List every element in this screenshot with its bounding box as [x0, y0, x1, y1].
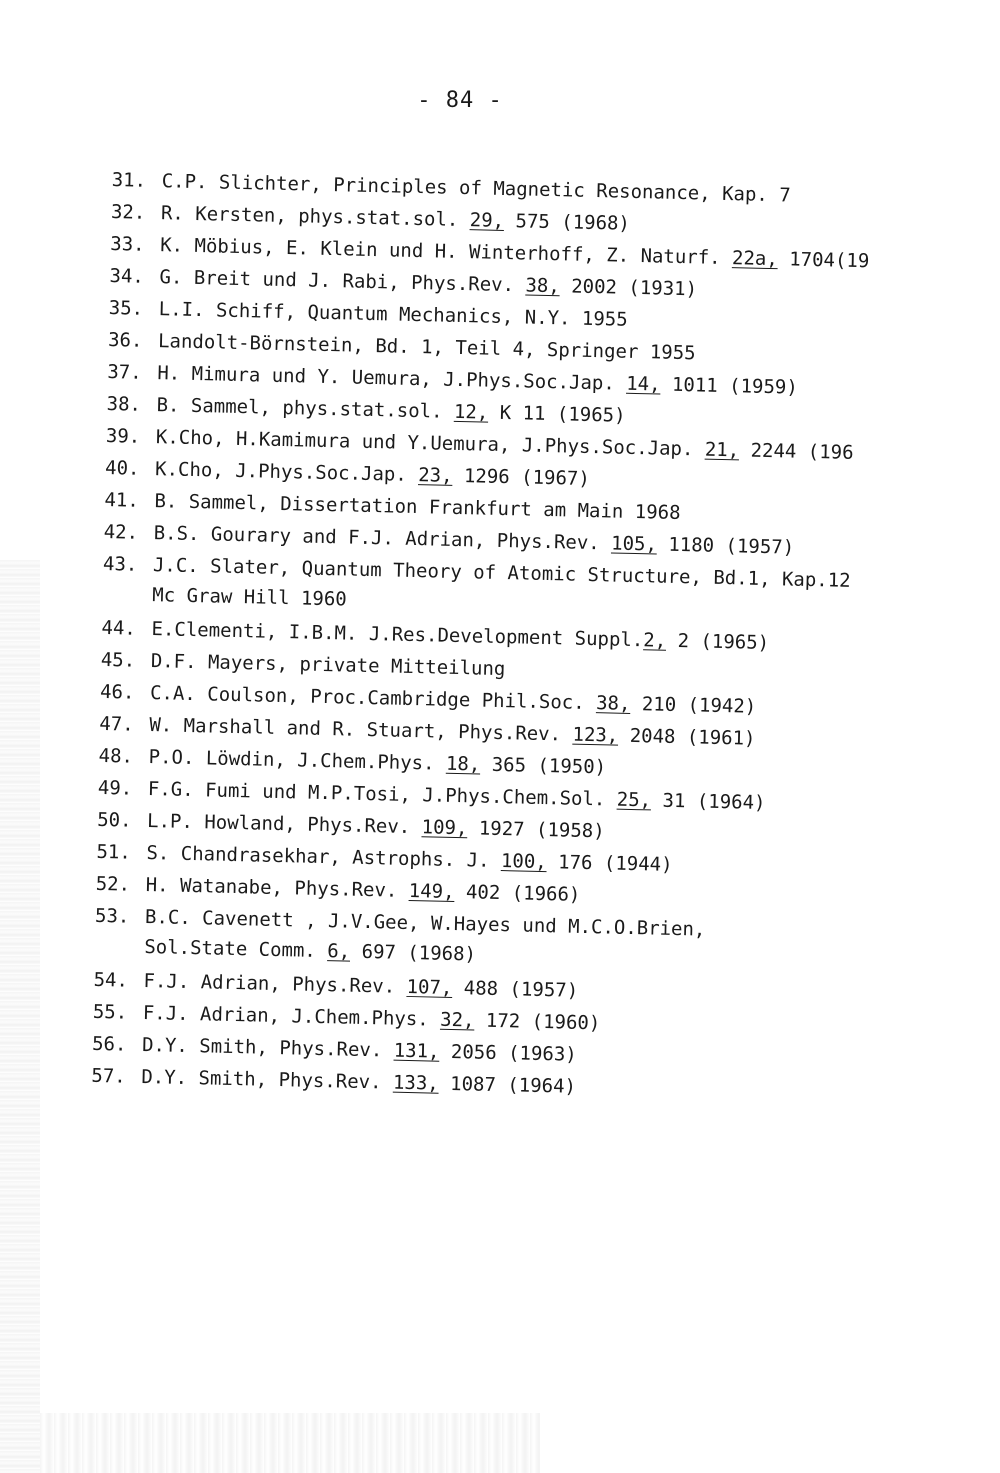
reference-number: 31. [111, 169, 147, 192]
reference-text: W. Marshall and R. Stuart, Phys.Rev. [149, 714, 573, 746]
reference-number: 40. [104, 456, 140, 480]
reference-details: 2048 (1961) [618, 724, 756, 750]
reference-volume: 29, [469, 209, 505, 232]
reference-details: 575 (1968) [503, 209, 631, 235]
reference-text: C.P. Slichter, Principles of Magnetic Resonance, Kap. 7 [161, 170, 791, 207]
reference-item [105, 456, 590, 491]
reference-item [95, 872, 580, 907]
reference-item [104, 488, 681, 525]
reference-item [98, 744, 606, 780]
reference-item [91, 1064, 576, 1099]
reference-details: 2 (1965) [665, 629, 770, 655]
reference-text: Sol.State Comm. [144, 935, 328, 963]
reference-number: 36. [107, 329, 143, 352]
reference-details: 1180 (1957) [656, 533, 795, 559]
reference-number: 44. [101, 616, 137, 640]
reference-number: 33. [110, 233, 145, 256]
reference-number: 41. [104, 488, 140, 512]
reference-number: 53. [94, 904, 130, 928]
reference-volume: 107, [406, 975, 453, 999]
reference-text: D.Y. Smith, Phys.Rev. [141, 1033, 394, 1062]
reference-text: J.C. Slater, Quantum Theory of Atomic Structure, Bd.1, Kap.12 [152, 554, 851, 592]
reference-details: 2002 (1931) [559, 275, 698, 301]
reference-details: 1296 (1967) [452, 464, 591, 490]
reference-number: 48. [98, 744, 134, 768]
reference-text: K.Cho, H.Kamimura und Y.Uemura, J.Phys.Soc.Jap. [155, 426, 706, 461]
reference-item [109, 296, 628, 332]
reference-volume: 38, [525, 274, 561, 298]
reference-item [96, 840, 673, 877]
reference-number: 46. [99, 680, 135, 704]
reference-volume: 109, [421, 816, 468, 840]
reference-volume: 123, [572, 723, 619, 747]
reference-text: P.O. Löwdin, J.Chem.Phys. [148, 746, 447, 775]
reference-details: 1704(19 [777, 248, 870, 273]
reference-volume: 131, [393, 1039, 440, 1063]
reference-details: 697 (1968) [349, 940, 477, 966]
reference-volume: 32, [439, 1008, 475, 1032]
reference-text: C.A. Coulson, Proc.Cambridge Phil.Soc. [149, 682, 597, 715]
reference-text: F.G. Fumi und M.P.Tosi, J.Phys.Chem.Sol. [147, 778, 618, 811]
reference-details: 172 (1960) [474, 1009, 601, 1035]
reference-text: D.Y. Smith, Phys.Rev. [141, 1065, 394, 1094]
reference-text: H. Watanabe, Phys.Rev. [145, 873, 410, 902]
reference-text: F.J. Adrian, Phys.Rev. [143, 969, 407, 998]
reference-text: K.Cho, J.Phys.Soc.Jap. [154, 458, 419, 487]
reference-list [0, 166, 1000, 1188]
reference-text: Landolt-Börnstein, Bd. 1, Teil 4, Springer 1955 [157, 330, 696, 365]
reference-number: 45. [100, 648, 136, 672]
reference-details: K 11 (1965) [488, 401, 626, 427]
reference-text: K. Möbius, E. Klein und H. Winterhoff, Z. Naturf. [160, 234, 733, 270]
reference-details: 365 (1950) [480, 753, 607, 779]
reference-volume: 25, [616, 788, 652, 812]
reference-details: 210 (1942) [630, 692, 757, 718]
reference-number: 37. [107, 360, 142, 384]
reference-details: 1927 (1958) [467, 817, 605, 843]
reference-details: 2244 (196 [738, 439, 854, 464]
reference-number: 38. [106, 392, 142, 416]
reference-number: 51. [96, 840, 132, 864]
reference-volume: 2, [643, 629, 667, 652]
reference-item [99, 712, 756, 751]
reference-item [98, 776, 766, 815]
reference-item [100, 680, 757, 719]
reference-details: 488 (1957) [452, 976, 579, 1002]
scan-edge-artifact [0, 560, 40, 1473]
reference-number: 39. [105, 424, 141, 448]
reference-item [106, 392, 625, 428]
reference-text: B. Sammel, phys.stat.sol. [156, 394, 455, 423]
reference-volume: 22a, [731, 247, 779, 271]
reference-number: 43. [102, 552, 138, 576]
reference-details: 1087 (1964) [438, 1072, 577, 1098]
reference-number: 54. [93, 968, 129, 992]
reference-number: 50. [96, 808, 132, 832]
reference-details: 2056 (1963) [439, 1040, 577, 1066]
scan-bottom-artifact [40, 1413, 540, 1473]
reference-item [101, 648, 506, 681]
reference-details: 402 (1966) [454, 881, 581, 906]
reference-number: 42. [103, 520, 139, 544]
reference-item [92, 1032, 577, 1067]
reference-volume: 23, [417, 464, 453, 487]
reference-number: 34. [109, 265, 145, 288]
reference-text: E.Clementi, I.B.M. J.Res.Development Suppl. [151, 618, 644, 652]
reference-details: 31 (1964) [650, 789, 766, 815]
reference-number: 52. [95, 872, 131, 896]
reference-text: F.J. Adrian, J.Chem.Phys. [142, 1001, 441, 1031]
reference-text: B.C. Cavenett , J.V.Gee, W.Hayes und M.C.O.Brien, [144, 905, 706, 941]
reference-item [109, 264, 697, 301]
reference-volume: 18, [445, 752, 481, 776]
reference-text: B. Sammel, Dissertation Frankfurt am Main 1968 [154, 490, 681, 525]
reference-text: G. Breit und J. Rabi, Phys.Rev. [159, 266, 526, 297]
reference-number: 55. [92, 1000, 128, 1024]
reference-item [93, 1000, 601, 1036]
reference-number: 47. [99, 712, 134, 736]
reference-volume: 38, [595, 692, 631, 715]
reference-text: D.F. Mayers, private Mitteilung [150, 650, 506, 681]
reference-text: R. Kersten, phys.stat.sol. [160, 202, 471, 232]
reference-number: 57. [91, 1064, 126, 1088]
reference-volume: 149, [408, 879, 455, 904]
reference-text: H. Mimura und Y. Uemura, J.Phys.Soc.Jap. [157, 362, 627, 395]
reference-volume: 21, [704, 438, 740, 462]
reference-text: B.S. Gourary and F.J. Adrian, Phys.Rev. [153, 522, 612, 555]
reference-number: 35. [108, 297, 144, 320]
reference-text: L.I. Schiff, Quantum Mechanics, N.Y. 1955 [158, 298, 628, 331]
reference-item [111, 200, 630, 236]
reference-details: 1011 (1959) [660, 373, 799, 399]
reference-number: 56. [91, 1032, 127, 1056]
reference-number: 49. [97, 776, 133, 800]
reference-item [108, 328, 696, 365]
reference-item [93, 968, 578, 1003]
reference-details: 176 (1944) [546, 851, 673, 876]
reference-volume: 100, [500, 850, 547, 874]
reference-volume: 6, [327, 940, 351, 963]
reference-continuation: Mc Graw Hill 1960 [152, 584, 347, 611]
reference-volume: 133, [392, 1071, 439, 1095]
reference-item [101, 616, 769, 655]
reference-volume: 12, [453, 400, 489, 424]
reference-volume: 14, [625, 372, 661, 396]
page-number: - 84 - [417, 88, 503, 113]
reference-text: L.P. Howland, Phys.Rev. [146, 810, 422, 839]
reference-volume: 105, [610, 532, 658, 556]
reference-text: S. Chandrasekhar, Astrophs. J. [146, 842, 502, 873]
reference-item [97, 808, 605, 844]
reference-continuation [144, 935, 476, 967]
reference-number: 32. [110, 201, 146, 224]
